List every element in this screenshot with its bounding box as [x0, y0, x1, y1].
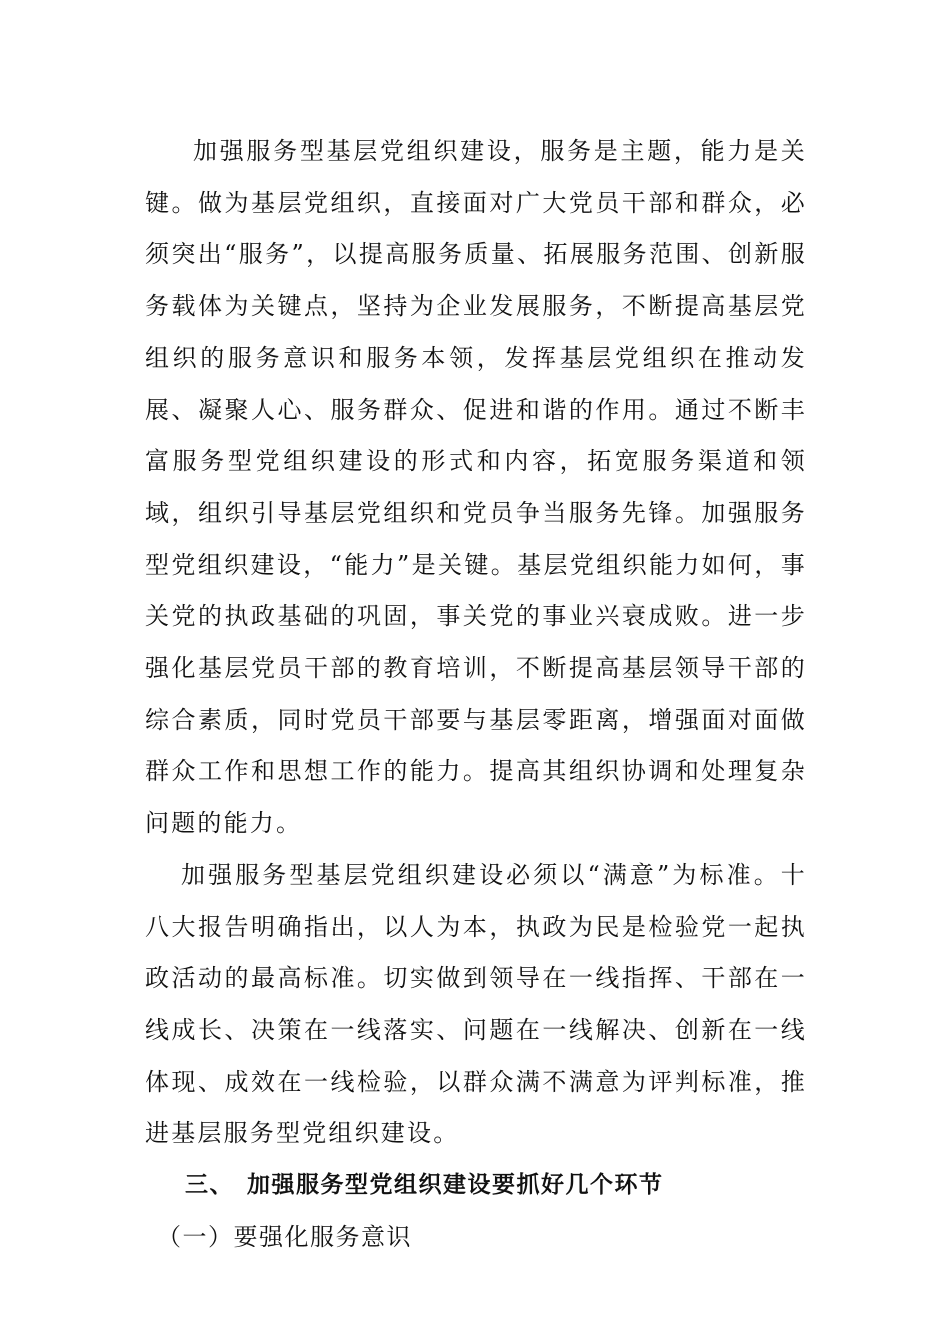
section-number: 三、 — [185, 1172, 234, 1199]
paragraph-service-capability: 加强服务型基层党组织建设，服务是主题，能力是关键。做为基层党组织，直接面对广大党员干部和群众，必须突出“服务”，以提高服务质量、拓展服务范围、创新服务载体为关键点，坚持为企业发展服务，不断提高基层党组织的服务意识和服务本领，发挥基层党组织在推动发展、凝聚人心、服务群众、促进和谐的作用。通过不断丰富服务型党组织建设的形式和内容，拓宽服务渠道和领域，组织引导基层党组织和党员争当服务先锋。加强服务型党组织建设，“能力”是关键。基层党组织能力如何，事关党的执政基础的巩固，事关党的事业兴衰成败。进一步强化基层党员干部的教育培训，不断提高基层领导干部的综合素质，同时党员干部要与基层零距离，增强面对面做群众工作和思想工作的能力。提高其组织协调和处理复杂问题的能力。 — [145, 137, 807, 838]
section-title: 加强服务型党组织建设要抓好几个环节 — [247, 1172, 664, 1199]
document-body — [145, 126, 807, 1263]
subsection-heading: （一）要强化服务意识 — [157, 1222, 412, 1251]
paragraph-satisfaction-standard: 加强服务型基层党组织建设必须以“满意”为标准。十八大报告明确指出，以人为本，执政为民是检验党一起执政活动的最高标准。切实做到领导在一线指挥、干部在一线成长、决策在一线落实、问题在一线解决、创新在一线体现、成效在一线检验，以群众满不满意为评判标准，推进基层服务型党组织建设。 — [145, 860, 807, 1148]
section-heading — [145, 1160, 807, 1212]
